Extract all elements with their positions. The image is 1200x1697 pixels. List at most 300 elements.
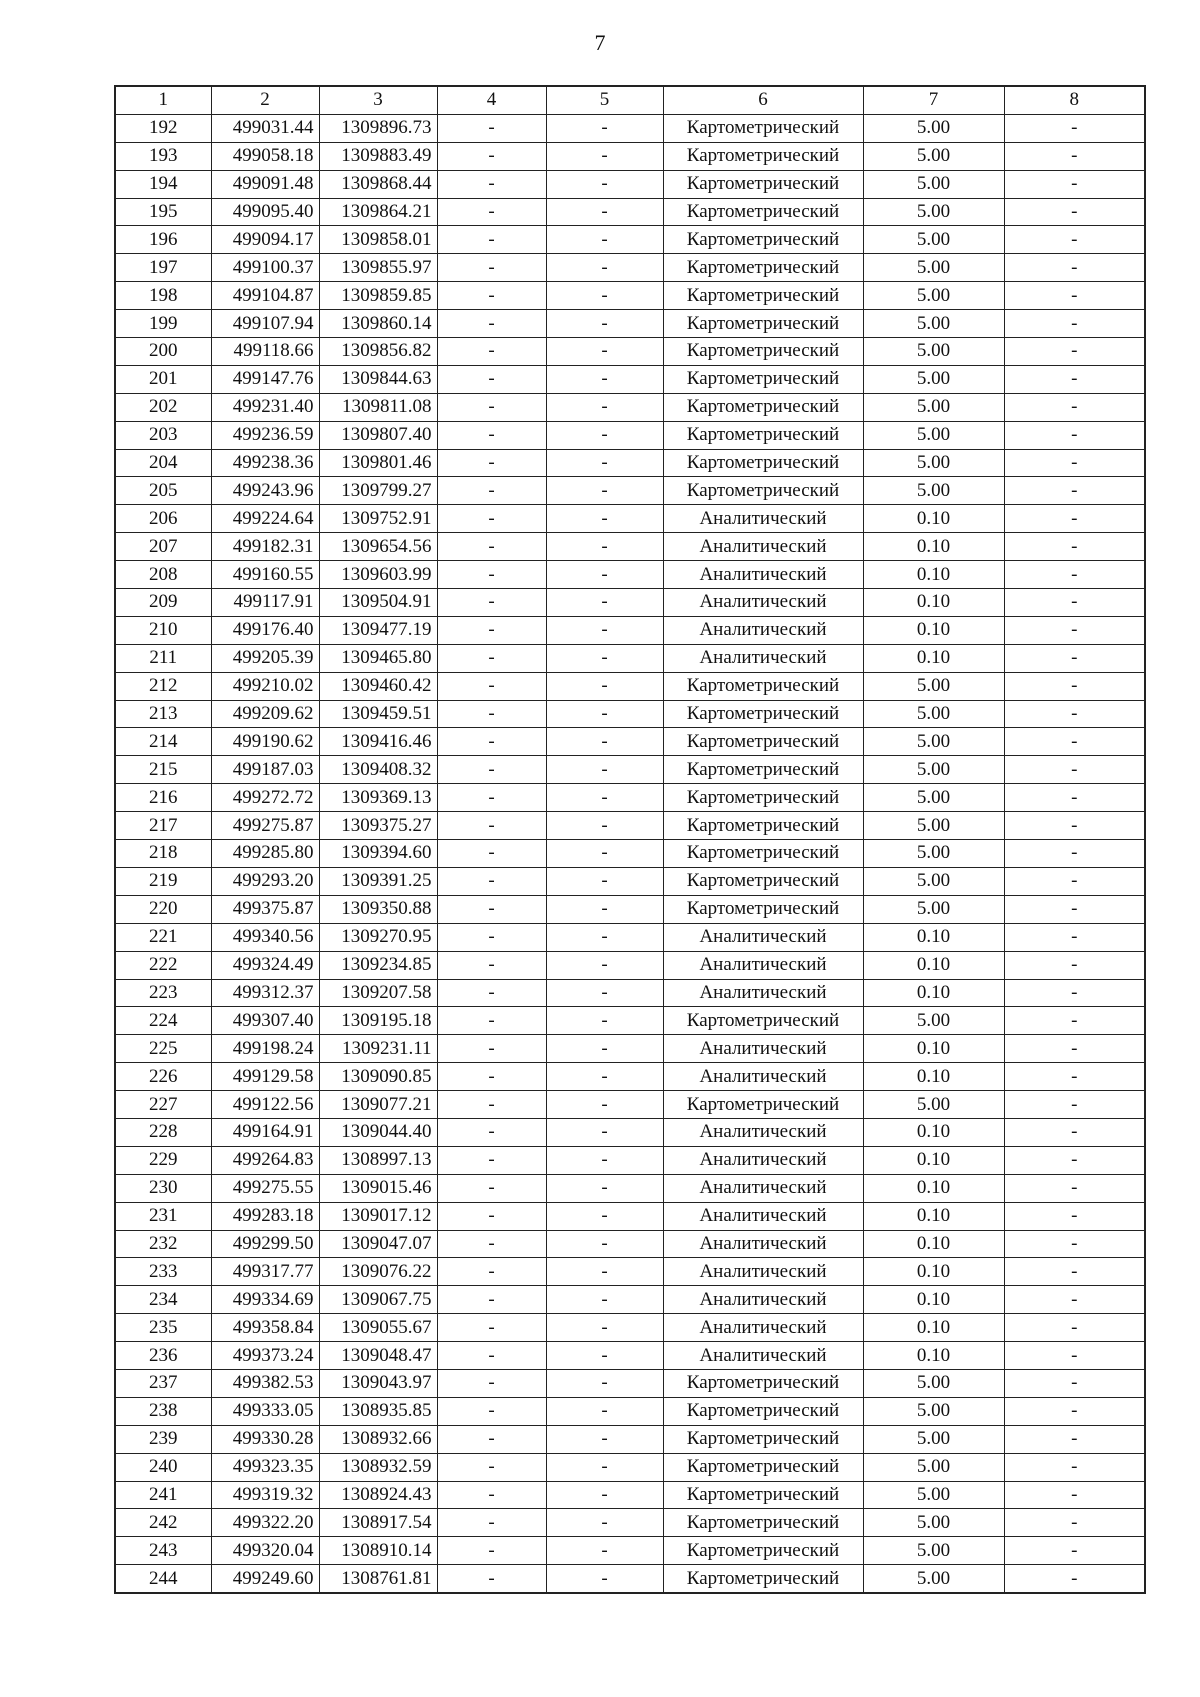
- accuracy-cell: 5.00: [863, 142, 1004, 170]
- point-number-cell: 202: [115, 393, 211, 421]
- col4-cell: -: [437, 895, 546, 923]
- col4-cell: -: [437, 1258, 546, 1286]
- point-number-cell: 193: [115, 142, 211, 170]
- col5-cell: -: [546, 951, 663, 979]
- col5-cell: -: [546, 1342, 663, 1370]
- col8-cell: -: [1004, 1425, 1145, 1453]
- col4-cell: -: [437, 979, 546, 1007]
- accuracy-cell: 5.00: [863, 1537, 1004, 1565]
- x-coordinate-cell: 499307.40: [211, 1007, 319, 1035]
- x-coordinate-cell: 499323.35: [211, 1453, 319, 1481]
- col4-cell: -: [437, 170, 546, 198]
- x-coordinate-cell: 499209.62: [211, 700, 319, 728]
- method-cell: Аналитический: [663, 1063, 863, 1091]
- method-cell: Картометрический: [663, 114, 863, 142]
- header-cell: 3: [319, 86, 437, 114]
- y-coordinate-cell: 1309855.97: [319, 254, 437, 282]
- col5-cell: -: [546, 421, 663, 449]
- x-coordinate-cell: 499198.24: [211, 1035, 319, 1063]
- y-coordinate-cell: 1309044.40: [319, 1118, 437, 1146]
- col4-cell: -: [437, 756, 546, 784]
- method-cell: Картометрический: [663, 1369, 863, 1397]
- accuracy-cell: 5.00: [863, 1481, 1004, 1509]
- accuracy-cell: 5.00: [863, 198, 1004, 226]
- col5-cell: -: [546, 1202, 663, 1230]
- col5-cell: -: [546, 449, 663, 477]
- col4-cell: -: [437, 1565, 546, 1593]
- accuracy-cell: 5.00: [863, 477, 1004, 505]
- col4-cell: -: [437, 1230, 546, 1258]
- x-coordinate-cell: 499147.76: [211, 365, 319, 393]
- col4-cell: -: [437, 672, 546, 700]
- col4-cell: -: [437, 867, 546, 895]
- point-number-cell: 204: [115, 449, 211, 477]
- table-row: [115, 1481, 1145, 1509]
- y-coordinate-cell: 1308924.43: [319, 1481, 437, 1509]
- col8-cell: -: [1004, 784, 1145, 812]
- accuracy-cell: 0.10: [863, 1035, 1004, 1063]
- col4-cell: -: [437, 700, 546, 728]
- table-row: [115, 1202, 1145, 1230]
- col8-cell: -: [1004, 505, 1145, 533]
- accuracy-cell: 0.10: [863, 1146, 1004, 1174]
- point-number-cell: 232: [115, 1230, 211, 1258]
- x-coordinate-cell: 499095.40: [211, 198, 319, 226]
- y-coordinate-cell: 1308935.85: [319, 1397, 437, 1425]
- accuracy-cell: 5.00: [863, 700, 1004, 728]
- col5-cell: -: [546, 533, 663, 561]
- col8-cell: -: [1004, 254, 1145, 282]
- table-row: [115, 979, 1145, 1007]
- col5-cell: -: [546, 282, 663, 310]
- y-coordinate-cell: 1309369.13: [319, 784, 437, 812]
- x-coordinate-cell: 499275.87: [211, 812, 319, 840]
- accuracy-cell: 0.10: [863, 1230, 1004, 1258]
- table-row: [115, 700, 1145, 728]
- x-coordinate-cell: 499264.83: [211, 1146, 319, 1174]
- table-row: [115, 1342, 1145, 1370]
- x-coordinate-cell: 499275.55: [211, 1174, 319, 1202]
- col5-cell: -: [546, 1397, 663, 1425]
- col5-cell: -: [546, 1425, 663, 1453]
- col5-cell: -: [546, 1481, 663, 1509]
- col8-cell: -: [1004, 1453, 1145, 1481]
- point-number-cell: 215: [115, 756, 211, 784]
- table-row: [115, 1369, 1145, 1397]
- point-number-cell: 237: [115, 1369, 211, 1397]
- x-coordinate-cell: 499182.31: [211, 533, 319, 561]
- col5-cell: -: [546, 784, 663, 812]
- col4-cell: -: [437, 728, 546, 756]
- col8-cell: -: [1004, 198, 1145, 226]
- method-cell: Аналитический: [663, 1146, 863, 1174]
- header-cell: 2: [211, 86, 319, 114]
- point-number-cell: 207: [115, 533, 211, 561]
- point-number-cell: 198: [115, 282, 211, 310]
- method-cell: Картометрический: [663, 1397, 863, 1425]
- table-row: [115, 421, 1145, 449]
- y-coordinate-cell: 1309856.82: [319, 338, 437, 366]
- accuracy-cell: 0.10: [863, 561, 1004, 589]
- table-row: [115, 1091, 1145, 1119]
- point-number-cell: 219: [115, 867, 211, 895]
- y-coordinate-cell: 1309896.73: [319, 114, 437, 142]
- x-coordinate-cell: 499091.48: [211, 170, 319, 198]
- col5-cell: -: [546, 1063, 663, 1091]
- y-coordinate-cell: 1309868.44: [319, 170, 437, 198]
- method-cell: Картометрический: [663, 170, 863, 198]
- point-number-cell: 200: [115, 338, 211, 366]
- point-number-cell: 197: [115, 254, 211, 282]
- method-cell: Аналитический: [663, 644, 863, 672]
- x-coordinate-cell: 499122.56: [211, 1091, 319, 1119]
- point-number-cell: 234: [115, 1286, 211, 1314]
- table-row: [115, 1258, 1145, 1286]
- col4-cell: -: [437, 1035, 546, 1063]
- point-number-cell: 217: [115, 812, 211, 840]
- y-coordinate-cell: 1308932.59: [319, 1453, 437, 1481]
- col5-cell: -: [546, 114, 663, 142]
- col8-cell: -: [1004, 1342, 1145, 1370]
- method-cell: Аналитический: [663, 1118, 863, 1146]
- col4-cell: -: [437, 1146, 546, 1174]
- y-coordinate-cell: 1308910.14: [319, 1537, 437, 1565]
- col8-cell: -: [1004, 561, 1145, 589]
- header-cell: 7: [863, 86, 1004, 114]
- col4-cell: -: [437, 505, 546, 533]
- point-number-cell: 229: [115, 1146, 211, 1174]
- x-coordinate-cell: 499238.36: [211, 449, 319, 477]
- method-cell: Аналитический: [663, 1286, 863, 1314]
- y-coordinate-cell: 1309391.25: [319, 867, 437, 895]
- table-row: [115, 1063, 1145, 1091]
- table-row: [115, 728, 1145, 756]
- col5-cell: -: [546, 310, 663, 338]
- col5-cell: -: [546, 561, 663, 589]
- point-number-cell: 228: [115, 1118, 211, 1146]
- method-cell: Картометрический: [663, 895, 863, 923]
- point-number-cell: 203: [115, 421, 211, 449]
- col5-cell: -: [546, 1258, 663, 1286]
- y-coordinate-cell: 1309459.51: [319, 700, 437, 728]
- col5-cell: -: [546, 1369, 663, 1397]
- point-number-cell: 212: [115, 672, 211, 700]
- method-cell: Картометрический: [663, 338, 863, 366]
- accuracy-cell: 0.10: [863, 589, 1004, 617]
- col5-cell: -: [546, 672, 663, 700]
- y-coordinate-cell: 1308997.13: [319, 1146, 437, 1174]
- table-row: [115, 310, 1145, 338]
- table-row: [115, 923, 1145, 951]
- table-row: [115, 170, 1145, 198]
- y-coordinate-cell: 1309844.63: [319, 365, 437, 393]
- point-number-cell: 195: [115, 198, 211, 226]
- accuracy-cell: 5.00: [863, 449, 1004, 477]
- y-coordinate-cell: 1309077.21: [319, 1091, 437, 1119]
- table-row: [115, 1146, 1145, 1174]
- x-coordinate-cell: 499224.64: [211, 505, 319, 533]
- y-coordinate-cell: 1309048.47: [319, 1342, 437, 1370]
- method-cell: Картометрический: [663, 1537, 863, 1565]
- y-coordinate-cell: 1309799.27: [319, 477, 437, 505]
- y-coordinate-cell: 1309076.22: [319, 1258, 437, 1286]
- accuracy-cell: 0.10: [863, 1174, 1004, 1202]
- accuracy-cell: 5.00: [863, 1091, 1004, 1119]
- point-number-cell: 211: [115, 644, 211, 672]
- method-cell: Аналитический: [663, 1035, 863, 1063]
- col5-cell: -: [546, 142, 663, 170]
- accuracy-cell: 0.10: [863, 1258, 1004, 1286]
- accuracy-cell: 5.00: [863, 1369, 1004, 1397]
- point-number-cell: 236: [115, 1342, 211, 1370]
- x-coordinate-cell: 499283.18: [211, 1202, 319, 1230]
- col5-cell: -: [546, 700, 663, 728]
- point-number-cell: 209: [115, 589, 211, 617]
- col8-cell: -: [1004, 170, 1145, 198]
- x-coordinate-cell: 499334.69: [211, 1286, 319, 1314]
- method-cell: Аналитический: [663, 923, 863, 951]
- accuracy-cell: 0.10: [863, 1202, 1004, 1230]
- col4-cell: -: [437, 477, 546, 505]
- point-number-cell: 201: [115, 365, 211, 393]
- col4-cell: -: [437, 1425, 546, 1453]
- point-number-cell: 220: [115, 895, 211, 923]
- coordinates-table: [114, 85, 1146, 1594]
- col5-cell: -: [546, 1565, 663, 1593]
- method-cell: Аналитический: [663, 951, 863, 979]
- header-cell: 1: [115, 86, 211, 114]
- y-coordinate-cell: 1309090.85: [319, 1063, 437, 1091]
- col8-cell: -: [1004, 365, 1145, 393]
- method-cell: Картометрический: [663, 449, 863, 477]
- method-cell: Картометрический: [663, 1509, 863, 1537]
- col5-cell: -: [546, 1509, 663, 1537]
- accuracy-cell: 5.00: [863, 1397, 1004, 1425]
- y-coordinate-cell: 1309807.40: [319, 421, 437, 449]
- col4-cell: -: [437, 1202, 546, 1230]
- accuracy-cell: 5.00: [863, 867, 1004, 895]
- method-cell: Аналитический: [663, 616, 863, 644]
- point-number-cell: 242: [115, 1509, 211, 1537]
- col5-cell: -: [546, 867, 663, 895]
- col8-cell: -: [1004, 1174, 1145, 1202]
- point-number-cell: 239: [115, 1425, 211, 1453]
- col5-cell: -: [546, 393, 663, 421]
- col8-cell: -: [1004, 589, 1145, 617]
- point-number-cell: 213: [115, 700, 211, 728]
- accuracy-cell: 0.10: [863, 923, 1004, 951]
- accuracy-cell: 5.00: [863, 1425, 1004, 1453]
- method-cell: Аналитический: [663, 979, 863, 1007]
- y-coordinate-cell: 1308761.81: [319, 1565, 437, 1593]
- y-coordinate-cell: 1308932.66: [319, 1425, 437, 1453]
- accuracy-cell: 5.00: [863, 895, 1004, 923]
- col5-cell: -: [546, 840, 663, 868]
- col5-cell: -: [546, 1453, 663, 1481]
- accuracy-cell: 5.00: [863, 254, 1004, 282]
- x-coordinate-cell: 499320.04: [211, 1537, 319, 1565]
- x-coordinate-cell: 499107.94: [211, 310, 319, 338]
- table-row: [115, 1230, 1145, 1258]
- point-number-cell: 225: [115, 1035, 211, 1063]
- header-cell: 6: [663, 86, 863, 114]
- col5-cell: -: [546, 1118, 663, 1146]
- col4-cell: -: [437, 114, 546, 142]
- table-row: [115, 1286, 1145, 1314]
- y-coordinate-cell: 1309234.85: [319, 951, 437, 979]
- col4-cell: -: [437, 282, 546, 310]
- point-number-cell: 205: [115, 477, 211, 505]
- y-coordinate-cell: 1309231.11: [319, 1035, 437, 1063]
- table-row: [115, 756, 1145, 784]
- x-coordinate-cell: 499324.49: [211, 951, 319, 979]
- col5-cell: -: [546, 1035, 663, 1063]
- point-number-cell: 214: [115, 728, 211, 756]
- col4-cell: -: [437, 310, 546, 338]
- x-coordinate-cell: 499187.03: [211, 756, 319, 784]
- accuracy-cell: 0.10: [863, 1286, 1004, 1314]
- accuracy-cell: 0.10: [863, 616, 1004, 644]
- col4-cell: -: [437, 589, 546, 617]
- y-coordinate-cell: 1309067.75: [319, 1286, 437, 1314]
- col8-cell: -: [1004, 1258, 1145, 1286]
- table-row: [115, 672, 1145, 700]
- col8-cell: -: [1004, 1146, 1145, 1174]
- point-number-cell: 231: [115, 1202, 211, 1230]
- col5-cell: -: [546, 1091, 663, 1119]
- method-cell: Картометрический: [663, 700, 863, 728]
- x-coordinate-cell: 499319.32: [211, 1481, 319, 1509]
- col8-cell: -: [1004, 979, 1145, 1007]
- point-number-cell: 226: [115, 1063, 211, 1091]
- point-number-cell: 230: [115, 1174, 211, 1202]
- point-number-cell: 233: [115, 1258, 211, 1286]
- col4-cell: -: [437, 393, 546, 421]
- y-coordinate-cell: 1309801.46: [319, 449, 437, 477]
- table-row: [115, 1174, 1145, 1202]
- point-number-cell: 199: [115, 310, 211, 338]
- point-number-cell: 208: [115, 561, 211, 589]
- table-row: [115, 254, 1145, 282]
- col4-cell: -: [437, 1118, 546, 1146]
- method-cell: Картометрический: [663, 1453, 863, 1481]
- table-row: [115, 895, 1145, 923]
- accuracy-cell: 5.00: [863, 226, 1004, 254]
- table-row: [115, 1565, 1145, 1593]
- col4-cell: -: [437, 840, 546, 868]
- y-coordinate-cell: 1309860.14: [319, 310, 437, 338]
- y-coordinate-cell: 1309859.85: [319, 282, 437, 310]
- accuracy-cell: 0.10: [863, 1063, 1004, 1091]
- y-coordinate-cell: 1309858.01: [319, 226, 437, 254]
- table-row: [115, 533, 1145, 561]
- point-number-cell: 221: [115, 923, 211, 951]
- method-cell: Аналитический: [663, 1314, 863, 1342]
- col8-cell: -: [1004, 1537, 1145, 1565]
- col5-cell: -: [546, 1537, 663, 1565]
- point-number-cell: 243: [115, 1537, 211, 1565]
- col8-cell: -: [1004, 338, 1145, 366]
- accuracy-cell: 5.00: [863, 1007, 1004, 1035]
- accuracy-cell: 0.10: [863, 644, 1004, 672]
- col8-cell: -: [1004, 867, 1145, 895]
- x-coordinate-cell: 499373.24: [211, 1342, 319, 1370]
- table-row: [115, 449, 1145, 477]
- col8-cell: -: [1004, 421, 1145, 449]
- method-cell: Картометрический: [663, 1425, 863, 1453]
- col8-cell: -: [1004, 1509, 1145, 1537]
- method-cell: Картометрический: [663, 840, 863, 868]
- table-row: [115, 1509, 1145, 1537]
- table-row: [115, 477, 1145, 505]
- col8-cell: -: [1004, 142, 1145, 170]
- col4-cell: -: [437, 1397, 546, 1425]
- col8-cell: -: [1004, 1007, 1145, 1035]
- method-cell: Картометрический: [663, 226, 863, 254]
- col5-cell: -: [546, 505, 663, 533]
- table-row: [115, 616, 1145, 644]
- y-coordinate-cell: 1309654.56: [319, 533, 437, 561]
- x-coordinate-cell: 499205.39: [211, 644, 319, 672]
- method-cell: Аналитический: [663, 533, 863, 561]
- col4-cell: -: [437, 1314, 546, 1342]
- col4-cell: -: [437, 616, 546, 644]
- x-coordinate-cell: 499312.37: [211, 979, 319, 1007]
- point-number-cell: 227: [115, 1091, 211, 1119]
- table-header-row: [115, 86, 1145, 114]
- col8-cell: -: [1004, 1091, 1145, 1119]
- col8-cell: -: [1004, 616, 1145, 644]
- method-cell: Картометрический: [663, 310, 863, 338]
- x-coordinate-cell: 499340.56: [211, 923, 319, 951]
- point-number-cell: 238: [115, 1397, 211, 1425]
- col8-cell: -: [1004, 923, 1145, 951]
- x-coordinate-cell: 499104.87: [211, 282, 319, 310]
- x-coordinate-cell: 499243.96: [211, 477, 319, 505]
- col5-cell: -: [546, 895, 663, 923]
- col4-cell: -: [437, 1091, 546, 1119]
- col8-cell: -: [1004, 700, 1145, 728]
- x-coordinate-cell: 499094.17: [211, 226, 319, 254]
- x-coordinate-cell: 499382.53: [211, 1369, 319, 1397]
- col8-cell: -: [1004, 1397, 1145, 1425]
- col8-cell: -: [1004, 393, 1145, 421]
- col8-cell: -: [1004, 951, 1145, 979]
- col8-cell: -: [1004, 114, 1145, 142]
- table-row: [115, 951, 1145, 979]
- method-cell: Аналитический: [663, 1342, 863, 1370]
- x-coordinate-cell: 499317.77: [211, 1258, 319, 1286]
- y-coordinate-cell: 1309055.67: [319, 1314, 437, 1342]
- x-coordinate-cell: 499058.18: [211, 142, 319, 170]
- x-coordinate-cell: 499210.02: [211, 672, 319, 700]
- col8-cell: -: [1004, 1286, 1145, 1314]
- method-cell: Картометрический: [663, 421, 863, 449]
- method-cell: Аналитический: [663, 505, 863, 533]
- y-coordinate-cell: 1309017.12: [319, 1202, 437, 1230]
- col8-cell: -: [1004, 1063, 1145, 1091]
- col5-cell: -: [546, 923, 663, 951]
- col4-cell: -: [437, 561, 546, 589]
- header-cell: 8: [1004, 86, 1145, 114]
- x-coordinate-cell: 499236.59: [211, 421, 319, 449]
- point-number-cell: 192: [115, 114, 211, 142]
- point-number-cell: 223: [115, 979, 211, 1007]
- col8-cell: -: [1004, 1565, 1145, 1593]
- col5-cell: -: [546, 1230, 663, 1258]
- col4-cell: -: [437, 1481, 546, 1509]
- x-coordinate-cell: 499231.40: [211, 393, 319, 421]
